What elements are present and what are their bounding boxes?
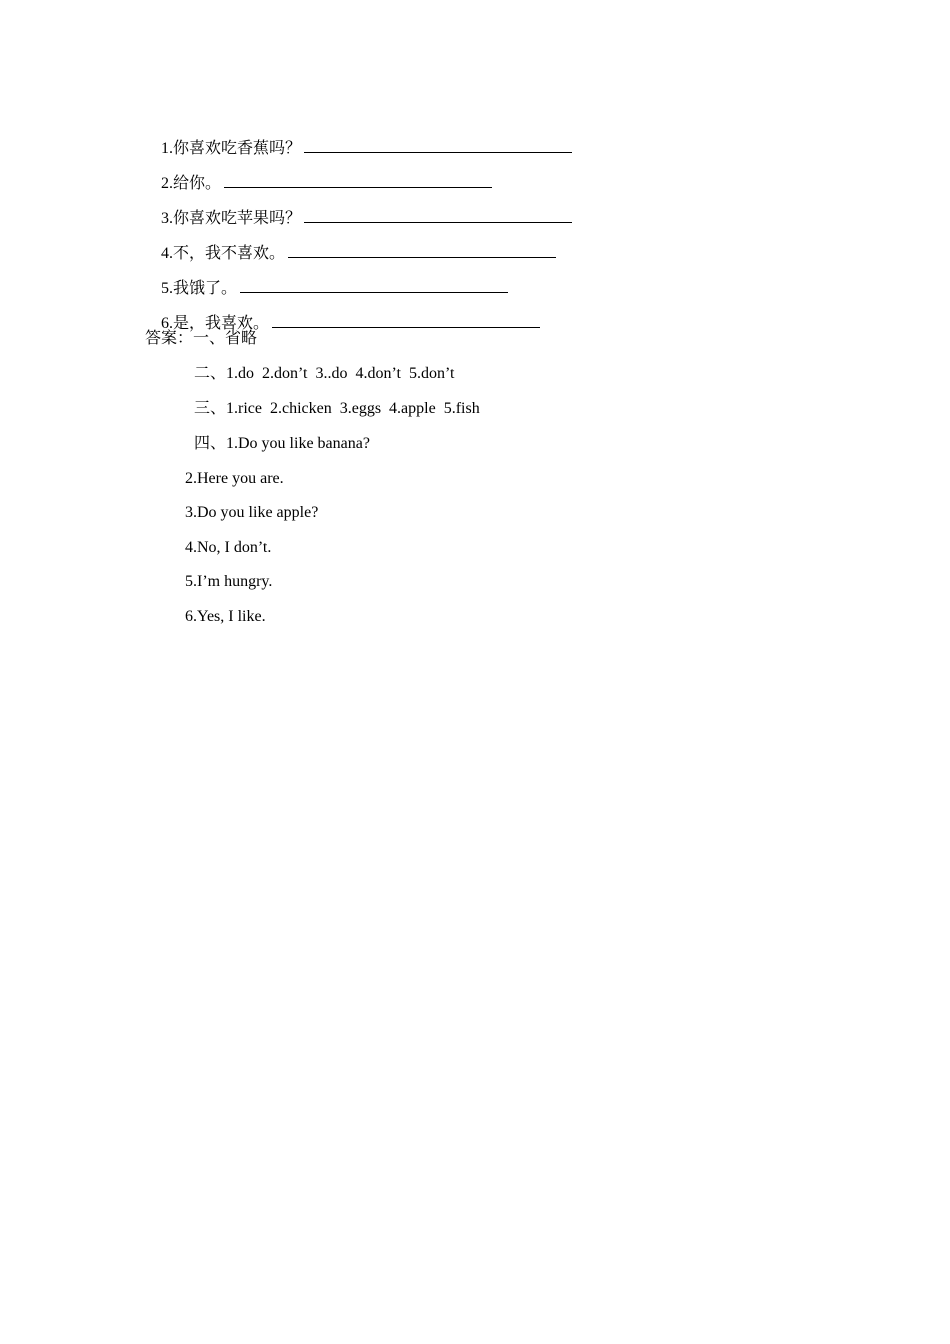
answer-blank-3[interactable] bbox=[304, 208, 572, 223]
question-2 bbox=[145, 153, 492, 192]
answers-part-4-first: 四、1.Do you like banana? bbox=[194, 435, 370, 452]
question-6 bbox=[145, 293, 540, 332]
answers-header: 答案：一、省略 bbox=[145, 330, 258, 347]
answers-part-4-item: 4.No, I don’t. bbox=[185, 539, 272, 556]
question-1-text: 1.你喜欢吃香蕉吗？ bbox=[161, 140, 302, 157]
question-5 bbox=[145, 258, 508, 297]
answers-part-2: 二、1.do 2.don’t 3..do 4.don’t 5.don’t bbox=[194, 365, 455, 382]
question-3 bbox=[145, 188, 572, 227]
answers-part-4-item: 6.Yes, I like. bbox=[185, 608, 266, 625]
question-5-text: 5.我饿了。 bbox=[161, 280, 238, 297]
answer-blank-5[interactable] bbox=[240, 278, 508, 293]
question-1 bbox=[145, 118, 572, 157]
answer-blank-4[interactable] bbox=[288, 243, 556, 258]
question-4 bbox=[145, 223, 556, 262]
question-3-text: 3.你喜欢吃苹果吗？ bbox=[161, 210, 302, 227]
answer-blank-1[interactable] bbox=[304, 138, 572, 153]
answers-part-4-item: 2.Here you are. bbox=[185, 470, 284, 487]
answer-blank-2[interactable] bbox=[224, 173, 492, 188]
question-4-text: 4.不，我不喜欢。 bbox=[161, 245, 286, 262]
answers-part-3: 三、1.rice 2.chicken 3.eggs 4.apple 5.fish bbox=[194, 400, 480, 417]
question-6-text: 6.是，我喜欢。 bbox=[161, 315, 270, 332]
answer-blank-6[interactable] bbox=[272, 313, 540, 328]
answers-part-4-item: 5.I’m hungry. bbox=[185, 573, 273, 590]
answers-part-4-item: 3.Do you like apple? bbox=[185, 504, 319, 521]
question-2-text: 2.给你。 bbox=[161, 175, 222, 192]
